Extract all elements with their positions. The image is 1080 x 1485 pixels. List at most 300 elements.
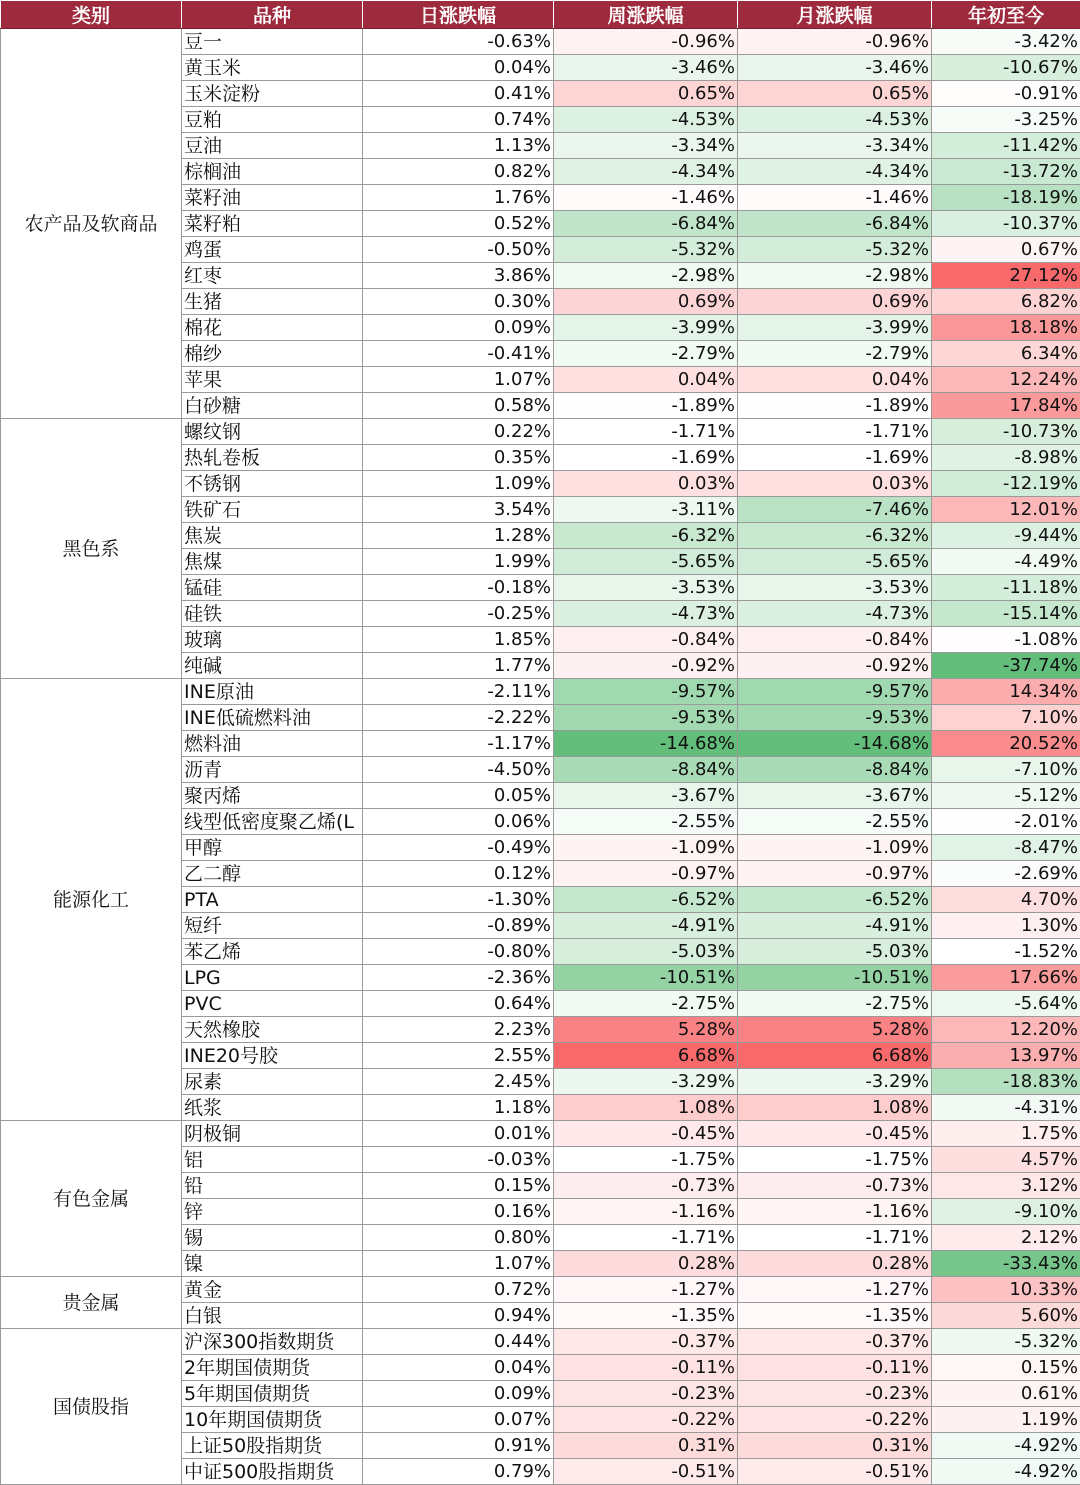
variety-cell[interactable]: INE20号胶: [182, 1043, 363, 1069]
monthly-change-cell[interactable]: -0.23%: [738, 1381, 932, 1407]
weekly-change-cell[interactable]: -0.73%: [554, 1173, 738, 1199]
daily-change-cell[interactable]: 0.82%: [363, 159, 554, 185]
weekly-change-cell[interactable]: -3.29%: [554, 1069, 738, 1095]
daily-change-cell[interactable]: 0.04%: [363, 1355, 554, 1381]
daily-change-cell[interactable]: -0.80%: [363, 939, 554, 965]
table-row: [1, 1121, 1080, 1147]
monthly-change-cell[interactable]: -4.91%: [738, 913, 932, 939]
weekly-change-cell[interactable]: -0.84%: [554, 627, 738, 653]
table-row: [1, 29, 1080, 55]
monthly-change-cell[interactable]: -3.53%: [738, 575, 932, 601]
header-category[interactable]: 类别: [1, 1, 182, 29]
ytd-change-cell[interactable]: -1.52%: [932, 939, 1080, 965]
daily-change-cell[interactable]: -2.22%: [363, 705, 554, 731]
monthly-change-cell[interactable]: -0.97%: [738, 861, 932, 887]
weekly-change-cell[interactable]: -0.23%: [554, 1381, 738, 1407]
ytd-change-cell[interactable]: -10.73%: [932, 419, 1080, 445]
monthly-change-cell[interactable]: -1.71%: [738, 1225, 932, 1251]
daily-change-cell[interactable]: 0.44%: [363, 1329, 554, 1355]
weekly-change-cell[interactable]: -1.16%: [554, 1199, 738, 1225]
daily-change-cell[interactable]: -0.89%: [363, 913, 554, 939]
daily-change-cell[interactable]: -1.30%: [363, 887, 554, 913]
ytd-change-cell[interactable]: 18.18%: [932, 315, 1080, 341]
header-ytd-change[interactable]: 年初至今: [932, 1, 1080, 29]
variety-cell[interactable]: 焦煤: [182, 549, 363, 575]
ytd-change-cell[interactable]: 14.34%: [932, 679, 1080, 705]
variety-cell[interactable]: 热轧卷板: [182, 445, 363, 471]
weekly-change-cell[interactable]: -0.96%: [554, 29, 738, 55]
monthly-change-cell[interactable]: -1.35%: [738, 1303, 932, 1329]
weekly-change-cell[interactable]: -3.34%: [554, 133, 738, 159]
ytd-change-cell[interactable]: 1.30%: [932, 913, 1080, 939]
ytd-change-cell[interactable]: -11.42%: [932, 133, 1080, 159]
weekly-change-cell[interactable]: -1.69%: [554, 445, 738, 471]
weekly-change-cell[interactable]: -6.32%: [554, 523, 738, 549]
monthly-change-cell[interactable]: 0.65%: [738, 81, 932, 107]
variety-cell[interactable]: 5年期国债期货: [182, 1381, 363, 1407]
monthly-change-cell[interactable]: -6.32%: [738, 523, 932, 549]
ytd-change-cell[interactable]: -3.42%: [932, 29, 1080, 55]
monthly-change-cell[interactable]: -2.55%: [738, 809, 932, 835]
monthly-change-cell[interactable]: -9.57%: [738, 679, 932, 705]
ytd-change-cell[interactable]: -18.83%: [932, 1069, 1080, 1095]
monthly-change-cell[interactable]: -7.46%: [738, 497, 932, 523]
variety-cell[interactable]: 红枣: [182, 263, 363, 289]
ytd-change-cell[interactable]: 1.75%: [932, 1121, 1080, 1147]
ytd-change-cell[interactable]: -11.18%: [932, 575, 1080, 601]
daily-change-cell[interactable]: 1.13%: [363, 133, 554, 159]
ytd-change-cell[interactable]: 12.01%: [932, 497, 1080, 523]
weekly-change-cell[interactable]: 0.28%: [554, 1251, 738, 1277]
ytd-change-cell[interactable]: 4.57%: [932, 1147, 1080, 1173]
daily-change-cell[interactable]: 2.23%: [363, 1017, 554, 1043]
weekly-change-cell[interactable]: -9.57%: [554, 679, 738, 705]
variety-cell[interactable]: PTA: [182, 887, 363, 913]
daily-change-cell[interactable]: 0.52%: [363, 211, 554, 237]
variety-cell[interactable]: 硅铁: [182, 601, 363, 627]
ytd-change-cell[interactable]: 3.12%: [932, 1173, 1080, 1199]
monthly-change-cell[interactable]: -6.84%: [738, 211, 932, 237]
daily-change-cell[interactable]: 1.18%: [363, 1095, 554, 1121]
monthly-change-cell[interactable]: 0.31%: [738, 1433, 932, 1459]
daily-change-cell[interactable]: -0.49%: [363, 835, 554, 861]
weekly-change-cell[interactable]: -2.98%: [554, 263, 738, 289]
variety-cell[interactable]: 黄金: [182, 1277, 363, 1303]
table-row: [1, 419, 1080, 445]
weekly-change-cell[interactable]: 6.68%: [554, 1043, 738, 1069]
monthly-change-cell[interactable]: -1.89%: [738, 393, 932, 419]
ytd-change-cell[interactable]: -13.72%: [932, 159, 1080, 185]
daily-change-cell[interactable]: -1.17%: [363, 731, 554, 757]
monthly-change-cell[interactable]: 0.28%: [738, 1251, 932, 1277]
variety-cell[interactable]: 不锈钢: [182, 471, 363, 497]
weekly-change-cell[interactable]: -0.22%: [554, 1407, 738, 1433]
weekly-change-cell[interactable]: 0.03%: [554, 471, 738, 497]
weekly-change-cell[interactable]: -14.68%: [554, 731, 738, 757]
monthly-change-cell[interactable]: 0.69%: [738, 289, 932, 315]
daily-change-cell[interactable]: -2.36%: [363, 965, 554, 991]
daily-change-cell[interactable]: 0.80%: [363, 1225, 554, 1251]
weekly-change-cell[interactable]: -10.51%: [554, 965, 738, 991]
monthly-change-cell[interactable]: -0.11%: [738, 1355, 932, 1381]
monthly-change-cell[interactable]: -5.32%: [738, 237, 932, 263]
weekly-change-cell[interactable]: -3.99%: [554, 315, 738, 341]
ytd-change-cell[interactable]: -4.49%: [932, 549, 1080, 575]
daily-change-cell[interactable]: 1.09%: [363, 471, 554, 497]
variety-cell[interactable]: 天然橡胶: [182, 1017, 363, 1043]
daily-change-cell[interactable]: -0.41%: [363, 341, 554, 367]
ytd-change-cell[interactable]: -9.44%: [932, 523, 1080, 549]
daily-change-cell[interactable]: -0.03%: [363, 1147, 554, 1173]
ytd-change-cell[interactable]: -5.32%: [932, 1329, 1080, 1355]
daily-change-cell[interactable]: 0.30%: [363, 289, 554, 315]
weekly-change-cell[interactable]: -0.97%: [554, 861, 738, 887]
table-row: [1, 1277, 1080, 1303]
ytd-change-cell[interactable]: -18.19%: [932, 185, 1080, 211]
ytd-change-cell[interactable]: -3.25%: [932, 107, 1080, 133]
weekly-change-cell[interactable]: -4.34%: [554, 159, 738, 185]
ytd-change-cell[interactable]: 0.67%: [932, 237, 1080, 263]
ytd-change-cell[interactable]: -2.01%: [932, 809, 1080, 835]
weekly-change-cell[interactable]: -0.51%: [554, 1459, 738, 1485]
monthly-change-cell[interactable]: -1.16%: [738, 1199, 932, 1225]
daily-change-cell[interactable]: 0.72%: [363, 1277, 554, 1303]
variety-cell[interactable]: 纯碱: [182, 653, 363, 679]
weekly-change-cell[interactable]: -5.65%: [554, 549, 738, 575]
variety-cell[interactable]: 玉米淀粉: [182, 81, 363, 107]
weekly-change-cell[interactable]: -3.46%: [554, 55, 738, 81]
daily-change-cell[interactable]: 0.16%: [363, 1199, 554, 1225]
monthly-change-cell[interactable]: -1.71%: [738, 419, 932, 445]
variety-cell[interactable]: 中证500股指期货: [182, 1459, 363, 1485]
monthly-change-cell[interactable]: 6.68%: [738, 1043, 932, 1069]
weekly-change-cell[interactable]: -1.71%: [554, 1225, 738, 1251]
variety-cell[interactable]: 菜籽粕: [182, 211, 363, 237]
variety-cell[interactable]: 棕榈油: [182, 159, 363, 185]
monthly-change-cell[interactable]: 1.08%: [738, 1095, 932, 1121]
monthly-change-cell[interactable]: -14.68%: [738, 731, 932, 757]
ytd-change-cell[interactable]: 20.52%: [932, 731, 1080, 757]
variety-cell[interactable]: 铝: [182, 1147, 363, 1173]
ytd-change-cell[interactable]: -15.14%: [932, 601, 1080, 627]
ytd-change-cell[interactable]: -10.67%: [932, 55, 1080, 81]
daily-change-cell[interactable]: 1.07%: [363, 1251, 554, 1277]
category-cell[interactable]: 能源化工: [1, 679, 182, 1121]
weekly-change-cell[interactable]: -3.67%: [554, 783, 738, 809]
variety-cell[interactable]: 锡: [182, 1225, 363, 1251]
variety-cell[interactable]: 苹果: [182, 367, 363, 393]
ytd-change-cell[interactable]: -5.64%: [932, 991, 1080, 1017]
ytd-change-cell[interactable]: -2.69%: [932, 861, 1080, 887]
daily-change-cell[interactable]: 0.04%: [363, 55, 554, 81]
monthly-change-cell[interactable]: -3.99%: [738, 315, 932, 341]
monthly-change-cell[interactable]: -0.84%: [738, 627, 932, 653]
variety-cell[interactable]: 苯乙烯: [182, 939, 363, 965]
monthly-change-cell[interactable]: -1.75%: [738, 1147, 932, 1173]
monthly-change-cell[interactable]: 0.04%: [738, 367, 932, 393]
daily-change-cell[interactable]: 0.12%: [363, 861, 554, 887]
ytd-change-cell[interactable]: 0.15%: [932, 1355, 1080, 1381]
daily-change-cell[interactable]: 0.09%: [363, 315, 554, 341]
weekly-change-cell[interactable]: 1.08%: [554, 1095, 738, 1121]
monthly-change-cell[interactable]: -0.73%: [738, 1173, 932, 1199]
ytd-change-cell[interactable]: 27.12%: [932, 263, 1080, 289]
daily-change-cell[interactable]: 0.06%: [363, 809, 554, 835]
ytd-change-cell[interactable]: -4.92%: [932, 1459, 1080, 1485]
ytd-change-cell[interactable]: -1.08%: [932, 627, 1080, 653]
weekly-change-cell[interactable]: -2.55%: [554, 809, 738, 835]
variety-cell[interactable]: 豆一: [182, 29, 363, 55]
monthly-change-cell[interactable]: -9.53%: [738, 705, 932, 731]
monthly-change-cell[interactable]: -4.73%: [738, 601, 932, 627]
monthly-change-cell[interactable]: -2.79%: [738, 341, 932, 367]
daily-change-cell[interactable]: 3.86%: [363, 263, 554, 289]
ytd-change-cell[interactable]: 1.19%: [932, 1407, 1080, 1433]
variety-cell[interactable]: PVC: [182, 991, 363, 1017]
weekly-change-cell[interactable]: 0.31%: [554, 1433, 738, 1459]
variety-cell[interactable]: 线型低密度聚乙烯(L: [182, 809, 363, 835]
daily-change-cell[interactable]: 1.07%: [363, 367, 554, 393]
monthly-change-cell[interactable]: -8.84%: [738, 757, 932, 783]
weekly-change-cell[interactable]: -0.45%: [554, 1121, 738, 1147]
variety-cell[interactable]: 阴极铜: [182, 1121, 363, 1147]
monthly-change-cell[interactable]: -3.34%: [738, 133, 932, 159]
daily-change-cell[interactable]: -4.50%: [363, 757, 554, 783]
variety-cell[interactable]: 棉纱: [182, 341, 363, 367]
monthly-change-cell[interactable]: -5.03%: [738, 939, 932, 965]
monthly-change-cell[interactable]: -3.67%: [738, 783, 932, 809]
table-row: [1, 1329, 1080, 1355]
daily-change-cell[interactable]: 1.28%: [363, 523, 554, 549]
ytd-change-cell[interactable]: 7.10%: [932, 705, 1080, 731]
monthly-change-cell[interactable]: -4.53%: [738, 107, 932, 133]
ytd-change-cell[interactable]: 17.84%: [932, 393, 1080, 419]
variety-cell[interactable]: 焦炭: [182, 523, 363, 549]
variety-cell[interactable]: 锰硅: [182, 575, 363, 601]
daily-change-cell[interactable]: 0.22%: [363, 419, 554, 445]
ytd-change-cell[interactable]: 4.70%: [932, 887, 1080, 913]
weekly-change-cell[interactable]: -1.75%: [554, 1147, 738, 1173]
monthly-change-cell[interactable]: -5.65%: [738, 549, 932, 575]
daily-change-cell[interactable]: 0.64%: [363, 991, 554, 1017]
monthly-change-cell[interactable]: -0.92%: [738, 653, 932, 679]
variety-cell[interactable]: 生猪: [182, 289, 363, 315]
variety-cell[interactable]: 沥青: [182, 757, 363, 783]
monthly-change-cell[interactable]: -6.52%: [738, 887, 932, 913]
variety-cell[interactable]: 白银: [182, 1303, 363, 1329]
daily-change-cell[interactable]: 1.76%: [363, 185, 554, 211]
monthly-change-cell[interactable]: -2.75%: [738, 991, 932, 1017]
header-weekly-change[interactable]: 周涨跌幅: [554, 1, 738, 29]
monthly-change-cell[interactable]: -2.98%: [738, 263, 932, 289]
variety-cell[interactable]: 菜籽油: [182, 185, 363, 211]
weekly-change-cell[interactable]: -5.32%: [554, 237, 738, 263]
variety-cell[interactable]: 镍: [182, 1251, 363, 1277]
monthly-change-cell[interactable]: 5.28%: [738, 1017, 932, 1043]
daily-change-cell[interactable]: 0.09%: [363, 1381, 554, 1407]
ytd-change-cell[interactable]: 17.66%: [932, 965, 1080, 991]
daily-change-cell[interactable]: 0.91%: [363, 1433, 554, 1459]
variety-cell[interactable]: 铁矿石: [182, 497, 363, 523]
weekly-change-cell[interactable]: -1.27%: [554, 1277, 738, 1303]
variety-cell[interactable]: 燃料油: [182, 731, 363, 757]
monthly-change-cell[interactable]: -10.51%: [738, 965, 932, 991]
category-cell[interactable]: 有色金属: [1, 1121, 182, 1277]
ytd-change-cell[interactable]: -12.19%: [932, 471, 1080, 497]
ytd-change-cell[interactable]: -5.12%: [932, 783, 1080, 809]
ytd-change-cell[interactable]: 12.20%: [932, 1017, 1080, 1043]
variety-cell[interactable]: 白砂糖: [182, 393, 363, 419]
weekly-change-cell[interactable]: -5.03%: [554, 939, 738, 965]
ytd-change-cell[interactable]: 6.34%: [932, 341, 1080, 367]
table-row: [1, 679, 1080, 705]
category-cell[interactable]: 国债股指: [1, 1329, 182, 1485]
weekly-change-cell[interactable]: -6.84%: [554, 211, 738, 237]
daily-change-cell[interactable]: 0.01%: [363, 1121, 554, 1147]
ytd-change-cell[interactable]: -33.43%: [932, 1251, 1080, 1277]
ytd-change-cell[interactable]: -4.31%: [932, 1095, 1080, 1121]
daily-change-cell[interactable]: 0.05%: [363, 783, 554, 809]
variety-cell[interactable]: 纸浆: [182, 1095, 363, 1121]
category-cell[interactable]: 黑色系: [1, 419, 182, 679]
ytd-change-cell[interactable]: -7.10%: [932, 757, 1080, 783]
weekly-change-cell[interactable]: -1.35%: [554, 1303, 738, 1329]
header-variety[interactable]: 品种: [182, 1, 363, 29]
variety-cell[interactable]: LPG: [182, 965, 363, 991]
daily-change-cell[interactable]: 0.74%: [363, 107, 554, 133]
variety-cell[interactable]: 鸡蛋: [182, 237, 363, 263]
daily-change-cell[interactable]: 1.85%: [363, 627, 554, 653]
weekly-change-cell[interactable]: -1.71%: [554, 419, 738, 445]
ytd-change-cell[interactable]: 10.33%: [932, 1277, 1080, 1303]
variety-cell[interactable]: 10年期国债期货: [182, 1407, 363, 1433]
ytd-change-cell[interactable]: -8.47%: [932, 835, 1080, 861]
variety-cell[interactable]: 棉花: [182, 315, 363, 341]
weekly-change-cell[interactable]: -1.89%: [554, 393, 738, 419]
table-body: [1, 29, 1080, 1485]
header-monthly-change[interactable]: 月涨跌幅: [738, 1, 932, 29]
ytd-change-cell[interactable]: -10.37%: [932, 211, 1080, 237]
weekly-change-cell[interactable]: 0.04%: [554, 367, 738, 393]
monthly-change-cell[interactable]: -1.09%: [738, 835, 932, 861]
monthly-change-cell[interactable]: -0.37%: [738, 1329, 932, 1355]
daily-change-cell[interactable]: 0.15%: [363, 1173, 554, 1199]
weekly-change-cell[interactable]: -4.53%: [554, 107, 738, 133]
category-cell[interactable]: 农产品及软商品: [1, 29, 182, 419]
monthly-change-cell[interactable]: -1.46%: [738, 185, 932, 211]
monthly-change-cell[interactable]: -1.27%: [738, 1277, 932, 1303]
daily-change-cell[interactable]: 0.79%: [363, 1459, 554, 1485]
weekly-change-cell[interactable]: -2.79%: [554, 341, 738, 367]
weekly-change-cell[interactable]: -6.52%: [554, 887, 738, 913]
variety-cell[interactable]: 甲醇: [182, 835, 363, 861]
variety-cell[interactable]: 铅: [182, 1173, 363, 1199]
weekly-change-cell[interactable]: -8.84%: [554, 757, 738, 783]
variety-cell[interactable]: 2年期国债期货: [182, 1355, 363, 1381]
weekly-change-cell[interactable]: -0.37%: [554, 1329, 738, 1355]
weekly-change-cell[interactable]: -3.53%: [554, 575, 738, 601]
daily-change-cell[interactable]: -0.25%: [363, 601, 554, 627]
header-row: [1, 1, 1080, 29]
category-cell[interactable]: 贵金属: [1, 1277, 182, 1329]
variety-cell[interactable]: 锌: [182, 1199, 363, 1225]
ytd-change-cell[interactable]: -9.10%: [932, 1199, 1080, 1225]
ytd-change-cell[interactable]: 13.97%: [932, 1043, 1080, 1069]
monthly-change-cell[interactable]: -0.45%: [738, 1121, 932, 1147]
daily-change-cell[interactable]: 0.35%: [363, 445, 554, 471]
variety-cell[interactable]: INE原油: [182, 679, 363, 705]
variety-cell[interactable]: 黄玉米: [182, 55, 363, 81]
ytd-change-cell[interactable]: -8.98%: [932, 445, 1080, 471]
weekly-change-cell[interactable]: -4.73%: [554, 601, 738, 627]
variety-cell[interactable]: 上证50股指期货: [182, 1433, 363, 1459]
weekly-change-cell[interactable]: -9.53%: [554, 705, 738, 731]
variety-cell[interactable]: INE低硫燃料油: [182, 705, 363, 731]
ytd-change-cell[interactable]: 12.24%: [932, 367, 1080, 393]
variety-cell[interactable]: 尿素: [182, 1069, 363, 1095]
variety-cell[interactable]: 玻璃: [182, 627, 363, 653]
monthly-change-cell[interactable]: -0.96%: [738, 29, 932, 55]
daily-change-cell[interactable]: -0.50%: [363, 237, 554, 263]
weekly-change-cell[interactable]: -2.75%: [554, 991, 738, 1017]
daily-change-cell[interactable]: -2.11%: [363, 679, 554, 705]
ytd-change-cell[interactable]: -4.92%: [932, 1433, 1080, 1459]
daily-change-cell[interactable]: 2.45%: [363, 1069, 554, 1095]
ytd-change-cell[interactable]: 2.12%: [932, 1225, 1080, 1251]
daily-change-cell[interactable]: 2.55%: [363, 1043, 554, 1069]
variety-cell[interactable]: 乙二醇: [182, 861, 363, 887]
variety-cell[interactable]: 短纤: [182, 913, 363, 939]
monthly-change-cell[interactable]: -0.51%: [738, 1459, 932, 1485]
ytd-change-cell[interactable]: 0.61%: [932, 1381, 1080, 1407]
daily-change-cell[interactable]: 0.94%: [363, 1303, 554, 1329]
variety-cell[interactable]: 螺纹钢: [182, 419, 363, 445]
weekly-change-cell[interactable]: -1.46%: [554, 185, 738, 211]
monthly-change-cell[interactable]: 0.03%: [738, 471, 932, 497]
monthly-change-cell[interactable]: -1.69%: [738, 445, 932, 471]
weekly-change-cell[interactable]: -3.11%: [554, 497, 738, 523]
ytd-change-cell[interactable]: -37.74%: [932, 653, 1080, 679]
weekly-change-cell[interactable]: 0.69%: [554, 289, 738, 315]
monthly-change-cell[interactable]: -3.46%: [738, 55, 932, 81]
weekly-change-cell[interactable]: -0.11%: [554, 1355, 738, 1381]
daily-change-cell[interactable]: 0.41%: [363, 81, 554, 107]
weekly-change-cell[interactable]: -0.92%: [554, 653, 738, 679]
variety-cell[interactable]: 聚丙烯: [182, 783, 363, 809]
monthly-change-cell[interactable]: -3.29%: [738, 1069, 932, 1095]
monthly-change-cell[interactable]: -0.22%: [738, 1407, 932, 1433]
daily-change-cell[interactable]: 1.77%: [363, 653, 554, 679]
variety-cell[interactable]: 沪深300指数期货: [182, 1329, 363, 1355]
ytd-change-cell[interactable]: 6.82%: [932, 289, 1080, 315]
weekly-change-cell[interactable]: -4.91%: [554, 913, 738, 939]
header-daily-change[interactable]: 日涨跌幅: [363, 1, 554, 29]
weekly-change-cell[interactable]: 0.65%: [554, 81, 738, 107]
ytd-change-cell[interactable]: 5.60%: [932, 1303, 1080, 1329]
daily-change-cell[interactable]: -0.63%: [363, 29, 554, 55]
daily-change-cell[interactable]: 0.07%: [363, 1407, 554, 1433]
daily-change-cell[interactable]: 3.54%: [363, 497, 554, 523]
variety-cell[interactable]: 豆油: [182, 133, 363, 159]
weekly-change-cell[interactable]: -1.09%: [554, 835, 738, 861]
ytd-change-cell[interactable]: -0.91%: [932, 81, 1080, 107]
daily-change-cell[interactable]: 0.58%: [363, 393, 554, 419]
weekly-change-cell[interactable]: 5.28%: [554, 1017, 738, 1043]
daily-change-cell[interactable]: -0.18%: [363, 575, 554, 601]
variety-cell[interactable]: 豆粕: [182, 107, 363, 133]
daily-change-cell[interactable]: 1.99%: [363, 549, 554, 575]
monthly-change-cell[interactable]: -4.34%: [738, 159, 932, 185]
